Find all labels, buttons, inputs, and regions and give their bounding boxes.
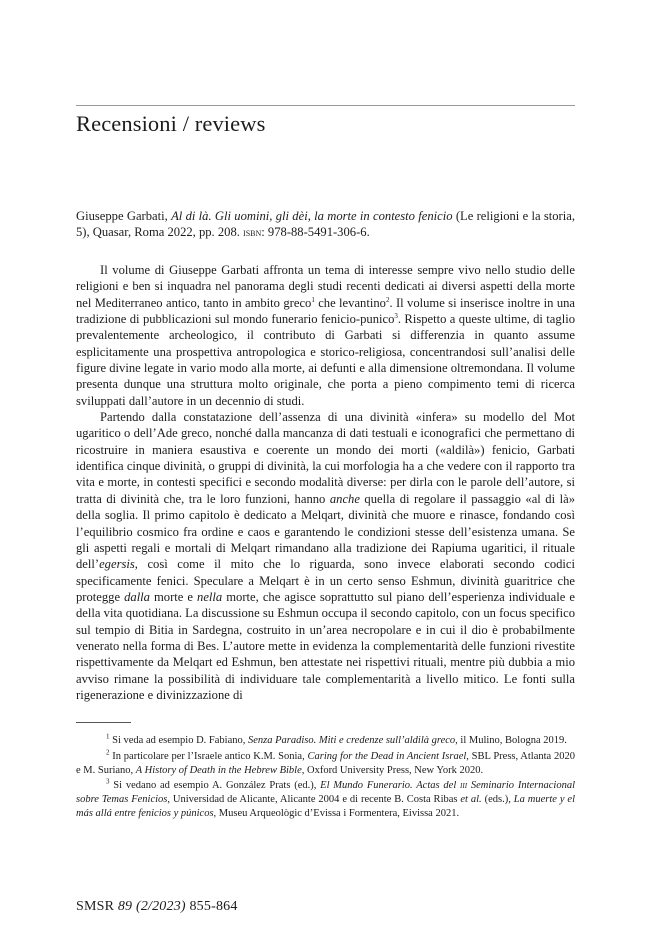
paragraph-1: Il volume di Giuseppe Garbati affronta un tema di interesse sempre vivo nello studio delle religioni e ben si inquadra nel panorama degli studi recenti dedicati ai diversi aspetti della morte nel Mediterraneo antico, tanto in ambito greco$^1$ che levantino$^2$. Il volume si inserisce inoltre in una tradizione di pubblicazioni sul mondo funerario fenicio-punico$^3$. Rispetto a queste ultime, di taglio prevalentemente archeologico, il contributo di Garbati si differenzia in quanto assume esplicitamente una prospettiva antropologica e storico-religiosa, concentrandosi sull’analisi delle figure divine legate in vario modo alla morte, ai defunti e alla dimensione oltremondana. Il volume presenta dunque una struttura molto originale, che porta a pieno compimento temi di ricerca sviluppati dall’autore in un decennio di studi.	[76, 263, 576, 408]
isbn-label: isbn	[243, 226, 262, 240]
citation-details: (Le religioni e la storia, 5), Quasar, Roma 2022, pp. 208.	[76, 209, 575, 240]
footnotes	[76, 734, 575, 823]
footnote-ref-1: 1	[311, 295, 315, 304]
page-range: 855-864	[185, 899, 238, 914]
journal-footer	[76, 899, 238, 915]
paragraph-2: Partendo dalla constatazione dell’assenza di una divinità «infera» su modello del Mot ugaritico o dell’Ade greco, nonché dalla mancanza di dati testuali e iconografici che permettano di ricostruire in maniera esaustiva e coerente un mondo dei morti («aldilà») fenicio, Garbati identifica cinque divinità, o gruppi di divinità, la cui morfologia ha a che vedere con il rapporto tra vita e morte, in contesti specifici e secondo modalità diverse: per dirla con le parole dell’autore, si tratta di divinità che, tra le loro funzioni, hanno anche quella di regolare il passaggio «al di là» della soglia. Il primo capitolo è dedicato a Melqart, divinità che muore e rinasce, fondando così l’equilibrio cosmico fra ordine e caos e garantendo le condizioni stesse dell’esistenza umana. Se gli aspetti regali e mortali di Melqart rimandano alla tradizione dei Rapiuma ugaritici, il rituale dell’egersis, così come il mito che lo riguarda, sono invece elaborati secondo codici specificamente fenici. Speculare a Melqart è in un certo senso Eshmun, divinità guaritrice che protegge dalla morte e nella morte, che agisce soprattutto sul piano dell’esperienza individuale e della vita quotidiana. La discussione su Eshmun occupa il secondo capitolo, con un focus specifico sul tempio di Bitia in Sardegna, costruito in un’area necropolare e in cui il dio è probabilmente venerato nella forma di Bes. L’autore mette in evidenza la complementarità delle funzioni rivestite rispettivamente da Melqart ed Eshmun, ben attestate nei rispettivi rituali, mentre più dubbia a mio avviso rimane la possibilità di individuare tale complementarità a livello mitico. Le fonti sulla rigenerazione e divinizzazione di	[76, 410, 575, 702]
section-title: Recensioni / reviews	[76, 111, 266, 136]
header-rule	[76, 105, 575, 106]
citation-author: Giuseppe Garbati,	[76, 209, 172, 223]
citation-title: Al di là. Gli uomini, gli dèi, la morte in contesto fenicio	[171, 209, 453, 223]
footnote-3: $^3$ Si vedano ad esempio A. González Prats (ed.), El Mundo Funerario. Actas del iii Seminario Internacional sobre Temas Fenicios, Universidad de Alicante, Alicante 2004 e di recente B. Costa Ribas et al. (eds.), La muerte y el más allá entre fenicios y púnicos, Museu Arqueològic d’Evissa i Formentera, Eivissa 2021.	[76, 777, 575, 819]
journal-issue: 89 (2/2023)	[117, 899, 186, 914]
footnote-ref-3: 3	[394, 311, 398, 320]
journal-name: SMSR	[76, 899, 118, 914]
footnote-rule	[76, 722, 131, 723]
footnote-1: $^1$ Si veda ad esempio D. Fabiano, Senza Paradiso. Miti e credenze sull’aldilà greco, il Mulino, Bologna 2019.	[106, 732, 567, 746]
isbn-number: : 978-88-5491-306-6.	[261, 225, 370, 240]
review-body	[76, 262, 575, 703]
footnote-2: $^2$ In particolare per l’Israele antico K.M. Sonia, Caring for the Dead in Ancient Israel, SBL Press, Atlanta 2020 e M. Suriano, A History of Death in the Hebrew Bible, Oxford University Press, New York 2020.	[76, 748, 575, 776]
book-citation	[76, 208, 575, 241]
footnote-ref-2: 2	[385, 295, 390, 304]
